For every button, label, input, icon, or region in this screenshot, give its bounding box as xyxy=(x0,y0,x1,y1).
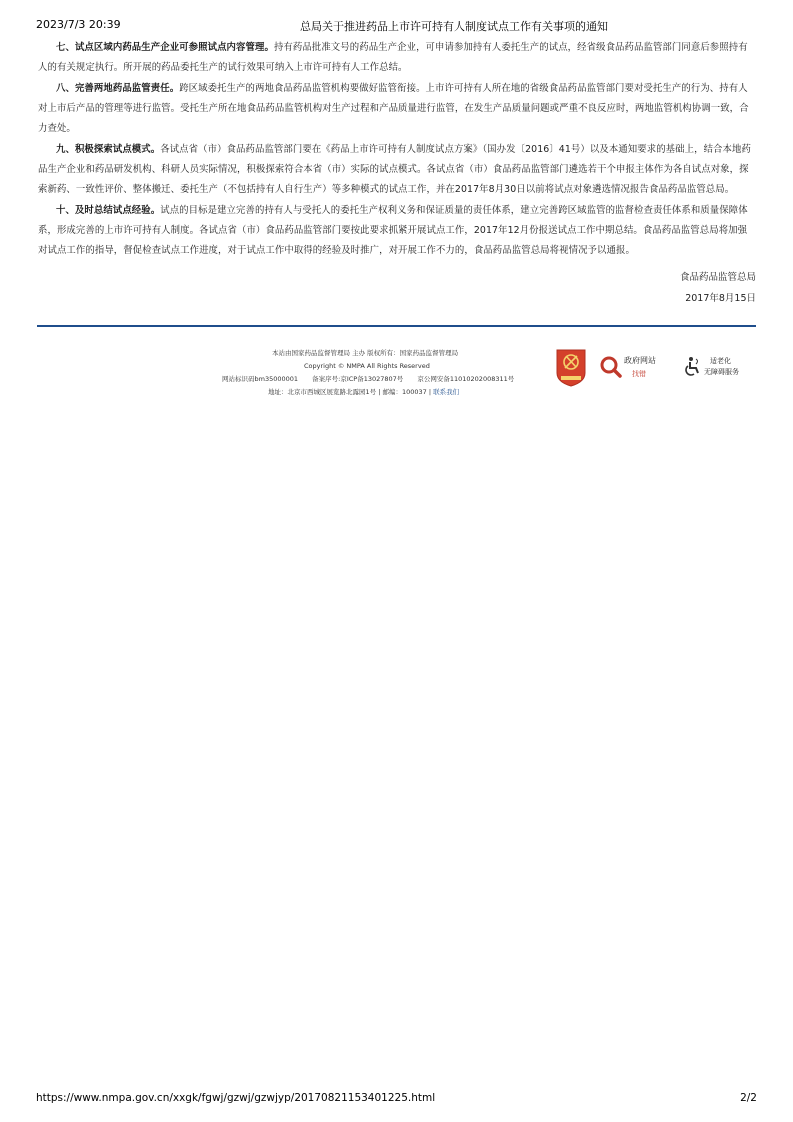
paragraph-heading: 九、积极探索试点模式。 xyxy=(56,144,161,155)
paragraph-10 xyxy=(38,201,756,261)
accessibility-service-badge[interactable] xyxy=(680,354,756,380)
footer-police-link[interactable]: 京公网安备11010202008311号 xyxy=(417,375,515,383)
gov-badge-title: 政府网站 xyxy=(624,356,656,365)
paragraph-heading: 八、完善两地药品监管责任。 xyxy=(56,83,180,94)
paragraph-text: 持有药品批准文号的药品生产企业，可申请参加持有人委托生产的试点，经省级食品药品监管部门同意后参照持有人的有关规定执行。所开展的药品委托生产的试行效果可纳入上市许可持有人工作总结。 xyxy=(38,42,748,73)
footer-site-id: 网站标识码bm35000001 xyxy=(222,375,299,383)
party-government-badge[interactable] xyxy=(554,347,588,387)
paragraph-text: 各试点省（市）食品药品监管部门要在《药品上市许可持有人制度试点方案》（国办发〔2016〕41号）以及本通知要求的基础上，结合本地药品生产企业和药品研发机构、科研人员实际情况，积极探索符合本省（市）实际的试点模式。各试点省（市）食品药品监管部门遴选若干个申报主体作为各自试点对象，探索新药、一致性评价、整体搬迁、委托生产（不包括持有人自行生产）等多种模式的试点工作，并在2017年8月30日以前将试点对象遴选情况报告食品药品监管总局。 xyxy=(38,144,751,195)
gov-badge-subtitle: 找错 xyxy=(632,370,646,378)
paragraph-7 xyxy=(38,38,756,78)
article-body xyxy=(38,38,756,262)
print-url: https://www.nmpa.gov.cn/xxgk/fgwj/gzwj/gzwjyp/20170821153401225.html xyxy=(36,1092,436,1104)
paragraph-text: 跨区域委托生产的两地食品药品监管机构要做好监管衔接。上市许可持有人所在地的省级食品药品监管部门要对受托生产的行为、持有人对上市后产品的管理等进行监管。受托生产所在地食品药品监管机构对生产过程和产品质量进行监管，在发生产品质量问题或严重不良反应时，两地监管机构协调一致，合力查处。 xyxy=(38,83,749,134)
gov-website-report-error-badge[interactable] xyxy=(600,354,662,382)
paragraph-heading: 十、及时总结试点经验。 xyxy=(56,205,161,216)
print-timestamp: 2023/7/3 20:39 xyxy=(36,18,121,31)
print-title: 总局关于推进药品上市许可持有人制度试点工作有关事项的通知 xyxy=(300,20,608,33)
paragraph-8 xyxy=(38,79,756,139)
site-footer-info xyxy=(200,347,540,399)
access-badge-subtitle: 无障碍服务 xyxy=(704,368,739,376)
paragraph-9 xyxy=(38,140,756,200)
signature-org: 食品药品监管总局 xyxy=(679,272,756,283)
paragraph-heading: 七、试点区域内药品生产企业可参照试点内容管理。 xyxy=(56,42,274,53)
footer-copyright: Copyright © NMPA All Rights Reserved xyxy=(304,362,430,370)
paragraph-text: 试点的目标是建立完善的持有人与受托人的委托生产权利义务和保证质量的责任体系，建立完善跨区域监管的监督检查责任体系和质量保障体系，形成完善的上市许可持有人制度。各试点省（市）食品药品监管部门要按此要求抓紧开展试点工作，2017年12月份报送试点工作中期总结。食品药品监管总局将加强对试点工作的指导，督促检查试点工作进度，对于试点工作中取得的经验及时推广，对开展工作不力的，食品药品监管总局将视情况予以通报。 xyxy=(38,205,748,256)
footer-icp-link[interactable]: 备案序号:京ICP备13027807号 xyxy=(312,375,404,383)
access-badge-title: 适老化 xyxy=(710,357,731,365)
magnifier-icon xyxy=(600,356,622,378)
print-header xyxy=(36,18,757,34)
footer-registration xyxy=(200,373,540,386)
signature-date: 2017年8月15日 xyxy=(685,293,756,304)
wheelchair-icon xyxy=(682,356,702,378)
footer-divider xyxy=(37,325,756,327)
print-footer xyxy=(36,1092,757,1108)
footer-address-row xyxy=(200,386,540,399)
footer-sponsor: 本站由国家药品监督管理局 主办 版权所有：国家药品监督管理局 xyxy=(272,349,459,357)
page-number: 2/2 xyxy=(740,1092,757,1104)
footer-address: 地址：北京市西城区展览路北露园1号 | 邮编：100037 | xyxy=(268,388,432,396)
party-emblem-icon xyxy=(554,347,588,387)
contact-us-link[interactable]: 联系我们 xyxy=(433,388,460,396)
